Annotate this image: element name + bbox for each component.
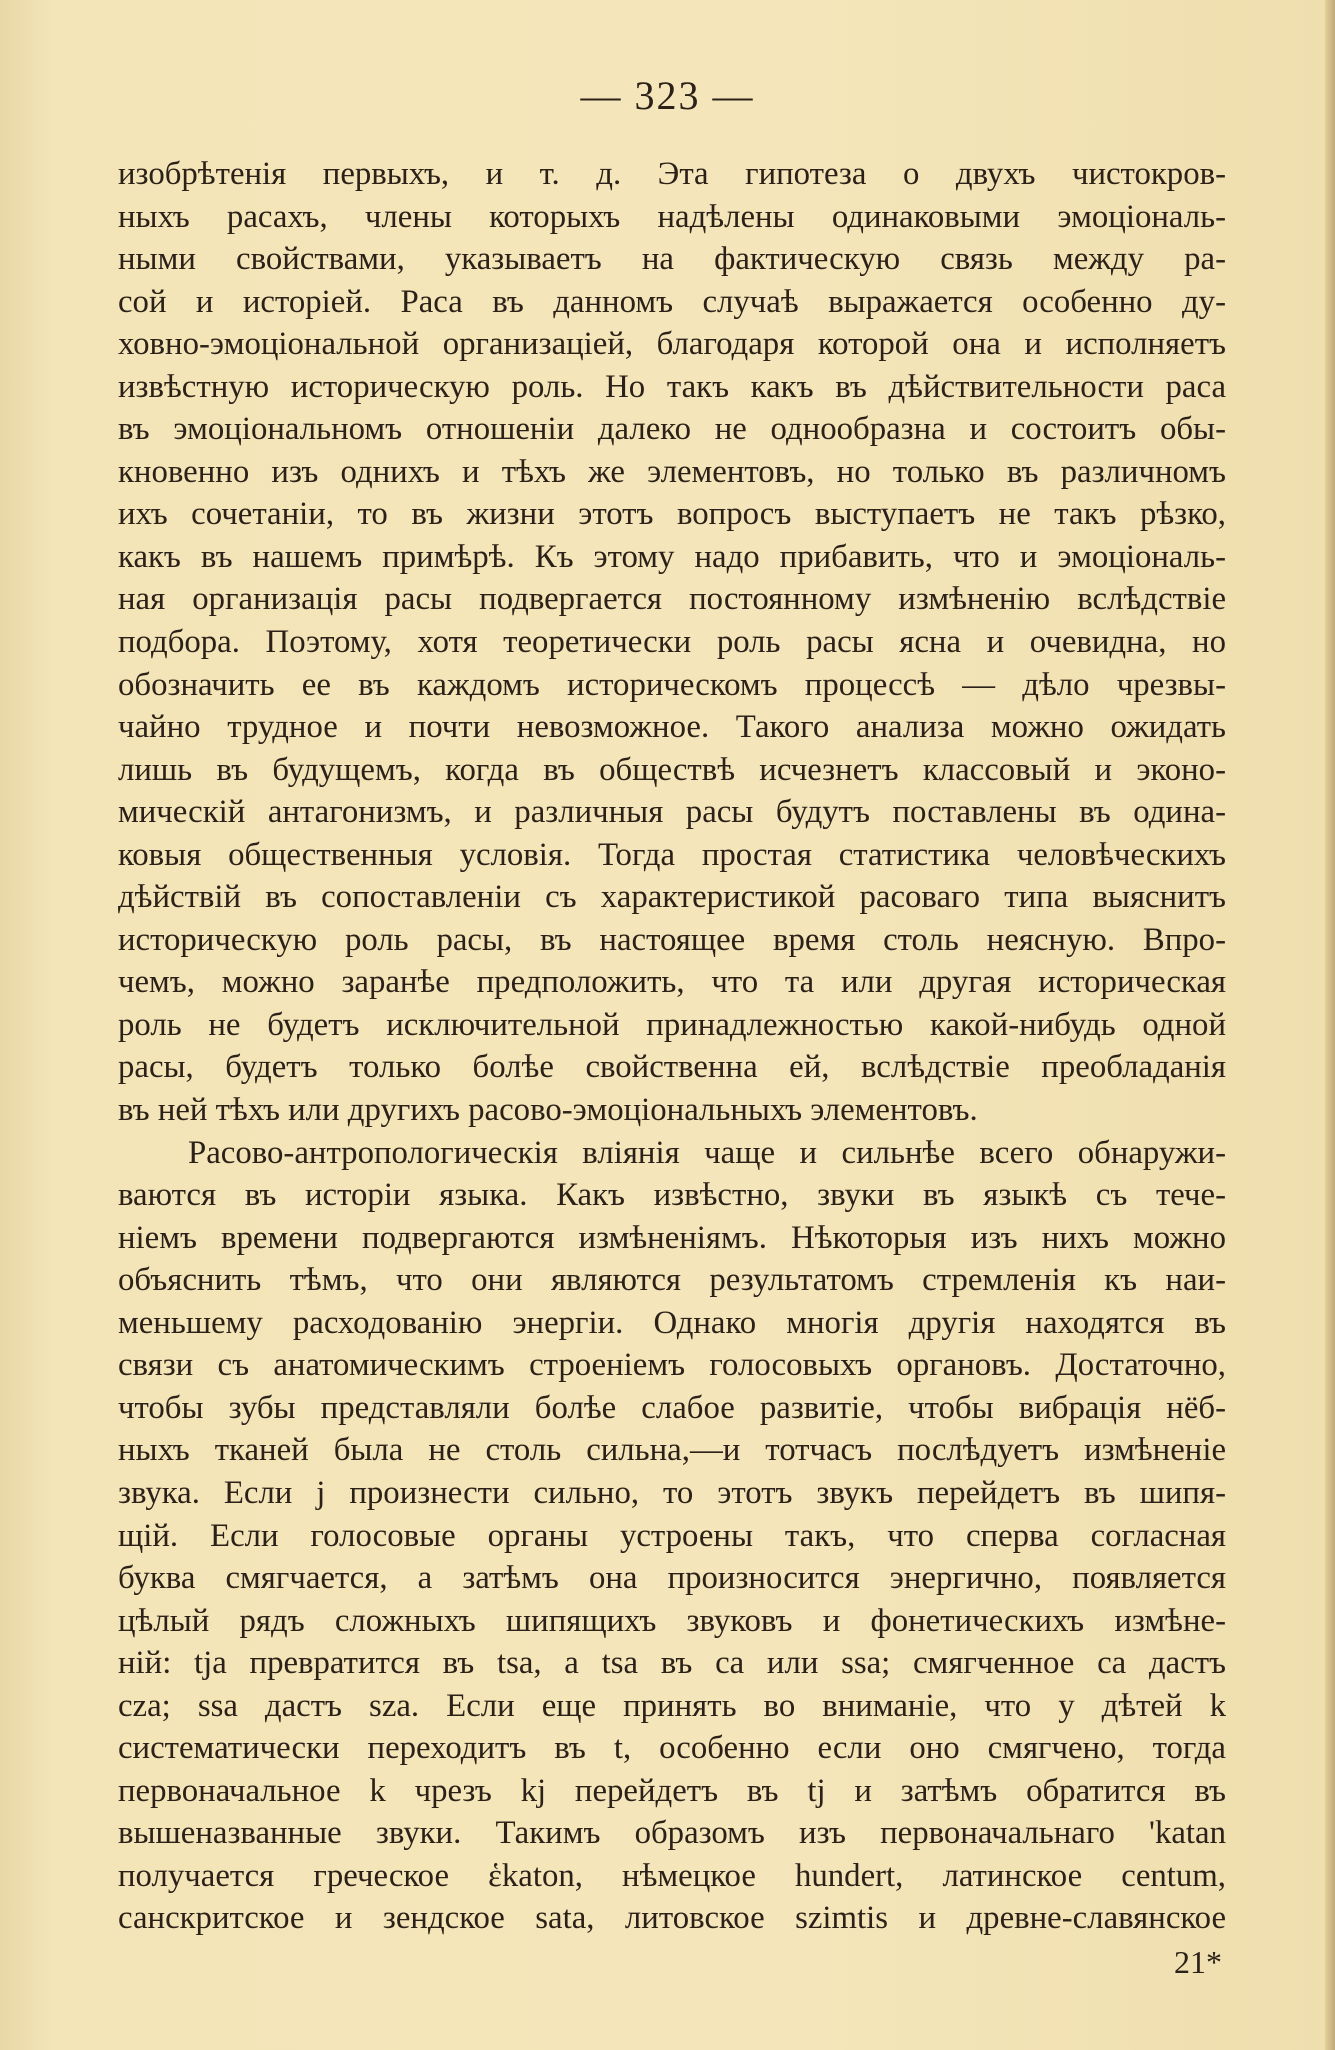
text-line: въ ней тѣхъ или другихъ расово-эмоціональныхъ элементовъ. [118, 1092, 978, 1129]
text-line: санскритское и зендское sata, литовское szimtis и древне-славянское [118, 1900, 1226, 1937]
text-line: мическій антагонизмъ, и различныя расы будутъ поставлены въ одина- [118, 794, 1226, 831]
text-line: меньшему расходованію энергіи. Однако многія другія находятся въ [118, 1304, 1226, 1341]
page-number-header: — 323 — [580, 73, 755, 118]
text-line: подбора. Поэтому, хотя теоретически роль расы ясна и очевидна, но [118, 624, 1226, 661]
text-line: получается греческое ἑkaton, нѣмецкое hundert, латинское centum, [118, 1857, 1226, 1894]
text-line: связи съ анатомическимъ строеніемъ голосовыхъ органовъ. Достаточно, [118, 1347, 1226, 1384]
text-line: первоначальное k чрезъ kj перейдетъ въ tj и затѣмъ обратится въ [118, 1772, 1226, 1809]
text-line: какъ въ нашемъ примѣрѣ. Къ этому надо прибавить, что и эмоціональ- [118, 538, 1226, 575]
text-line: ная организація расы подвергается постоянному измѣненію вслѣдствіе [118, 581, 1226, 618]
text-line: звука. Если j произнести сильно, то этотъ звукъ перейдетъ въ шипя- [118, 1474, 1226, 1511]
text-line: въ эмоціональномъ отношеніи далеко не однообразна и состоитъ обы- [118, 411, 1226, 448]
text-line: ній: tja превратится въ tsa, а tsa въ ca или ssa; смягченное ca дастъ [118, 1645, 1226, 1682]
text-line: чайно трудное и почти невозможное. Такого анализа можно ожидать [118, 709, 1226, 746]
text-line: ными свойствами, указываетъ на фактическую связь между ра- [118, 241, 1226, 278]
text-line: вышеназванные звуки. Такимъ образомъ изъ первоначальнаго 'katan [118, 1815, 1226, 1852]
text-line: обозначить ее въ каждомъ историческомъ процессѣ — дѣло чрезвы- [118, 666, 1226, 703]
text-line: роль не будетъ исключительной принадлежностью какой-нибудь одной [118, 1006, 1226, 1043]
text-line: дѣйствій въ сопоставленіи съ характеристикой расоваго типа выяснитъ [118, 879, 1226, 916]
text-line: цѣлый рядъ сложныхъ шипящихъ звуковъ и фонетическихъ измѣне- [118, 1602, 1226, 1639]
text-line: ныхъ тканей была не столь сильна,—и тотчасъ послѣдуетъ измѣненіе [118, 1432, 1226, 1469]
text-line: Расово-антропологическія вліянія чаще и сильнѣе всего обнаружи- [188, 1134, 1226, 1171]
signature-mark: 21* [1174, 1944, 1222, 1980]
text-line: систематически переходитъ въ t, особенно если оно смягчено, тогда [118, 1730, 1226, 1767]
text-line: буква смягчается, а затѣмъ она произносится энергично, появляется [118, 1560, 1226, 1597]
text-line: ваются въ исторіи языка. Какъ извѣстно, звуки въ языкѣ съ тече- [118, 1177, 1226, 1214]
text-line: историческую роль расы, въ настоящее время столь неясную. Впро- [118, 921, 1226, 958]
text-line: изобрѣтенія первыхъ, и т. д. Эта гипотеза о двухъ чистокров- [118, 156, 1226, 192]
text-line: ихъ сочетаніи, то въ жизни этотъ вопросъ выступаетъ не такъ рѣзко, [118, 496, 1226, 533]
text-line: щій. Если голосовые органы устроены такъ, что сперва согласная [118, 1517, 1226, 1554]
text-line: расы, будетъ только болѣе свойственна ей, вслѣдствіе преобладанія [118, 1049, 1226, 1086]
text-line: ніемъ времени подвергаются измѣненіямъ. Нѣкоторыя изъ нихъ можно [118, 1219, 1226, 1256]
text-line: ховно-эмоціональной организаціей, благодаря которой она и исполняетъ [118, 326, 1226, 363]
page-edge [1325, 0, 1335, 2050]
body-text [118, 153, 1226, 1940]
text-line: лишь въ будущемъ, когда въ обществѣ исчезнетъ классовый и эконо- [118, 751, 1226, 788]
text-line: cza; ssa дастъ sza. Если еще принять во вниманіе, что у дѣтей k [118, 1687, 1226, 1724]
text-line: кновенно изъ однихъ и тѣхъ же элементовъ, но только въ различномъ [118, 453, 1226, 490]
text-line: чтобы зубы представляли болѣе слабое развитіе, чтобы вибрація нёб- [118, 1389, 1226, 1426]
text-line: извѣстную историческую роль. Но такъ какъ въ дѣйствительности раса [118, 368, 1226, 405]
text-line: чемъ, можно заранѣе предположить, что та или другая историческая [118, 964, 1226, 1001]
text-line: ныхъ расахъ, члены которыхъ надѣлены одинаковыми эмоціональ- [118, 198, 1226, 235]
text-line: сой и исторіей. Раса въ данномъ случаѣ выражается особенно ду- [118, 283, 1226, 320]
text-line: объяснить тѣмъ, что они являются результатомъ стремленія къ наи- [118, 1262, 1226, 1299]
text-line: ковыя общественныя условія. Тогда простая статистика человѣческихъ [118, 836, 1226, 873]
